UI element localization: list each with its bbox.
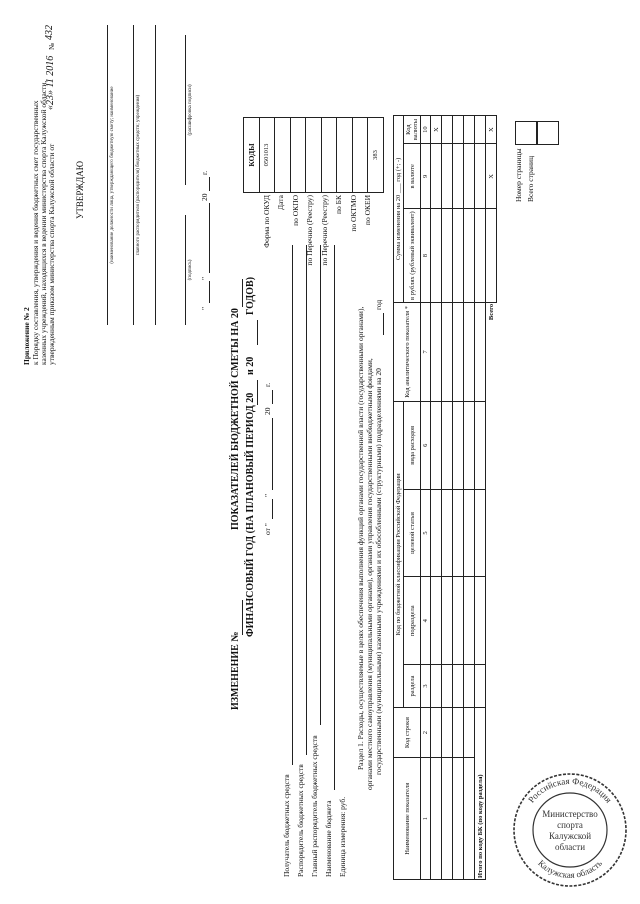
approve-line [107, 25, 108, 325]
cell [442, 665, 453, 708]
heading-day-line [272, 499, 273, 519]
signature-line [185, 215, 186, 325]
stamp-line: спорта [557, 820, 583, 830]
code-label: Форма по ОКУД [262, 195, 271, 248]
cell-x: X [486, 144, 497, 209]
col-num: 1 [421, 758, 431, 880]
cell [453, 707, 464, 758]
code-label: по Перечню (Реестру) [320, 195, 329, 266]
cell [453, 577, 464, 665]
field-line [306, 245, 307, 755]
total-bk-label: Итого по коду БК (по коду раздела) [475, 707, 486, 879]
cell [431, 489, 442, 577]
header-curcode: Код валюты [404, 116, 421, 144]
change-number-line [242, 600, 243, 635]
cell [431, 665, 442, 708]
approve-caption: (наименование должности лица, утверждающего бюджетную смету; наименование [110, 86, 115, 264]
cell [464, 707, 475, 758]
codes-header: КОДЫ [244, 118, 260, 193]
heading-month-line [272, 418, 273, 490]
cell [475, 665, 486, 708]
cell [453, 302, 464, 401]
cell [453, 116, 464, 144]
code-value [352, 118, 368, 193]
change-label: ИЗМЕНЕНИЕ № [230, 631, 241, 710]
cell [442, 758, 453, 880]
heading-year-line [257, 320, 258, 345]
cell [431, 401, 442, 489]
heading-date-mid: " [263, 493, 272, 497]
cell [475, 302, 486, 401]
cell [475, 116, 486, 144]
field-chief-distributor: Главный распорядитель бюджетных средств [310, 735, 319, 877]
cell [464, 401, 475, 489]
cell [475, 209, 486, 302]
cell [442, 489, 453, 577]
cell [442, 707, 453, 758]
approve-line [133, 25, 134, 325]
header-currency: в валюте [404, 144, 421, 209]
table-row [453, 116, 464, 880]
header-name: Наименование показателя [394, 758, 421, 880]
cell [464, 758, 475, 880]
header-subsection: подраздела [404, 577, 421, 665]
total-pages-label: Всего страниц [526, 155, 535, 202]
total-pages-box [537, 121, 559, 145]
cell [453, 758, 464, 880]
appendix-number: 432 [44, 25, 55, 40]
stamp-line: области [554, 842, 586, 852]
col-num: 5 [421, 489, 431, 577]
appendix-number-prefix: № [47, 42, 56, 50]
col-num: 2 [421, 707, 431, 758]
cell [464, 489, 475, 577]
heading-date-suffix: г. [263, 382, 272, 387]
cell [453, 489, 464, 577]
cell [464, 302, 475, 401]
heading-year-line [242, 279, 243, 307]
field-line [334, 245, 335, 790]
approve-month-line [209, 203, 210, 273]
appendix-date: «23» 11 2016 [45, 55, 56, 110]
decode-caption: (расшифровка подписи) [188, 84, 193, 136]
stamp-line: Министерство [542, 809, 598, 819]
appendix-line: к Порядку составления, утверждения и ведения бюджетных смет государственных [31, 100, 40, 365]
code-label: по БК [334, 195, 343, 214]
approve-quote: " [200, 276, 209, 280]
col-num: 4 [421, 577, 431, 665]
header-section: раздела [404, 665, 421, 708]
heading-line1: ПОКАЗАТЕЛЕЙ БЮДЖЕТНОЙ СМЕТЫ НА 20 [230, 308, 241, 530]
section-year-line [383, 313, 384, 335]
section-line: Раздел 1. Расходы, осуществляемые в целях обеспечения выполнения функций органами государственной власти (государственными органами), [356, 306, 365, 770]
approve-title: УТВЕРЖДАЮ [75, 161, 85, 220]
cell [464, 116, 475, 144]
heading-date-prefix: от " [263, 523, 272, 535]
code-value [321, 118, 337, 193]
cell [486, 209, 497, 302]
cell [464, 144, 475, 209]
code-value [337, 118, 353, 193]
cell [453, 665, 464, 708]
cell [475, 144, 486, 209]
header-bk: Код по бюджетной классификации Российской Федерации [394, 401, 404, 707]
header-sum: Сумма изменения на 20 ___ год (+; -) [394, 116, 404, 303]
cell [442, 302, 453, 401]
code-value [290, 118, 306, 193]
cell [431, 302, 442, 401]
table-row [442, 116, 453, 880]
appendix-title: Приложение № 2 [22, 307, 31, 365]
col-num: 10 [421, 116, 431, 144]
cell [475, 577, 486, 665]
col-num: 3 [421, 665, 431, 708]
total-label: Всего [486, 302, 497, 401]
field-line [320, 245, 321, 725]
cell-x: X [431, 116, 442, 144]
code-value: 383 [368, 118, 384, 193]
cell-x: X [486, 116, 497, 144]
heading-end: ГОДОВ) [245, 276, 256, 315]
code-label: по ОКПО [291, 195, 300, 226]
codes-table [243, 117, 384, 193]
cell [431, 707, 442, 758]
field-budget-name: Наименование бюджета [324, 800, 333, 877]
header-rub: в рублях (рублевый эквивалент) [404, 209, 421, 302]
stamp-line: Калужской [548, 831, 592, 841]
cell [442, 144, 453, 209]
code-label: по ОКТМО [349, 195, 358, 232]
cell [464, 209, 475, 302]
cell [431, 209, 442, 302]
cell [431, 577, 442, 665]
appendix-line: казенных учреждений, находящихся в ведении министерства спорта Калужской области, [39, 80, 48, 365]
col-num: 7 [421, 302, 431, 401]
section-year-word: год [374, 299, 383, 310]
cell [464, 577, 475, 665]
header-target: целевой статьи [404, 489, 421, 577]
cell [453, 401, 464, 489]
header-analytic: Код аналитического показателя * [394, 302, 421, 401]
heading-and: и 20 [245, 356, 256, 375]
code-label: по ОКЕИ [363, 195, 372, 226]
header-sum-label: Сумма изменения на 20 [395, 194, 402, 261]
signature-caption: (подпись) [188, 259, 193, 281]
approve-caption: главного распорядителя (распорядителя) бюджетных средств; учреждения) [136, 94, 141, 256]
header-expense: вида расходов [404, 401, 421, 489]
field-recipient: Получатель бюджетных средств [282, 774, 291, 877]
header-sum-suffix: год (+; -) [395, 157, 402, 182]
cell [475, 401, 486, 489]
cell [442, 209, 453, 302]
page-number-box [515, 121, 537, 145]
section-line: государственными (муниципальными) казенными учреждениями и их обособленными (структурными) подразделениями на 20 [374, 368, 383, 775]
approve-year-line [209, 177, 210, 191]
table-row [431, 116, 442, 880]
stamp-outer-bottom: Калужская область [536, 857, 604, 881]
col-num: 8 [421, 209, 431, 302]
code-value: 0501013 [259, 118, 275, 193]
decode-line [185, 35, 186, 185]
page-number-label: Номер страницы [514, 148, 523, 202]
header-code: Код строки [394, 707, 421, 758]
cell [464, 665, 475, 708]
code-label: Дата [276, 195, 285, 210]
cell [475, 489, 486, 577]
approve-day-line [209, 281, 210, 303]
heading-line2: ФИНАНСОВЫЙ ГОД (НА ПЛАНОВЫЙ ПЕРИОД 20 [245, 392, 256, 637]
approve-line [155, 25, 156, 325]
table-row [464, 116, 475, 880]
field-unit: Единица измерения: руб. [338, 796, 347, 877]
expenses-table [393, 115, 497, 880]
heading-year-line [257, 380, 258, 405]
rotated-form [15, 15, 625, 885]
cell [442, 577, 453, 665]
total-bk-row [475, 116, 486, 880]
heading-date-year: 20 [263, 407, 272, 415]
code-label: по Перечню (Реестру) [305, 195, 314, 266]
heading-date-year-line [272, 390, 273, 404]
stamp-outer-top: Российская Федерация [526, 775, 614, 805]
cell [442, 116, 453, 144]
total-row [486, 116, 497, 880]
section-line: органами местного самоуправления (муниципальными органами), органами управления государственными внебюджетными фондами, [365, 358, 374, 790]
approve-year-suffix: г. [200, 170, 209, 175]
approve-year: 20 [200, 193, 209, 201]
field-line [292, 245, 293, 765]
code-value [306, 118, 322, 193]
official-stamp [510, 770, 630, 890]
col-num: 9 [421, 144, 431, 209]
spacer [486, 401, 497, 879]
approve-quote: " [200, 306, 209, 310]
cell [442, 401, 453, 489]
stamp-inner-ring [533, 793, 607, 867]
cell [431, 758, 442, 880]
stamp-outer-ring [514, 774, 626, 886]
appendix-line: утвержденным приказом министерства спорта Калужской области от [47, 143, 56, 365]
cell [453, 144, 464, 209]
code-value [275, 118, 291, 193]
col-num: 6 [421, 401, 431, 489]
cell [431, 144, 442, 209]
field-distributor: Распорядитель бюджетных средств [296, 764, 305, 877]
cell [453, 209, 464, 302]
